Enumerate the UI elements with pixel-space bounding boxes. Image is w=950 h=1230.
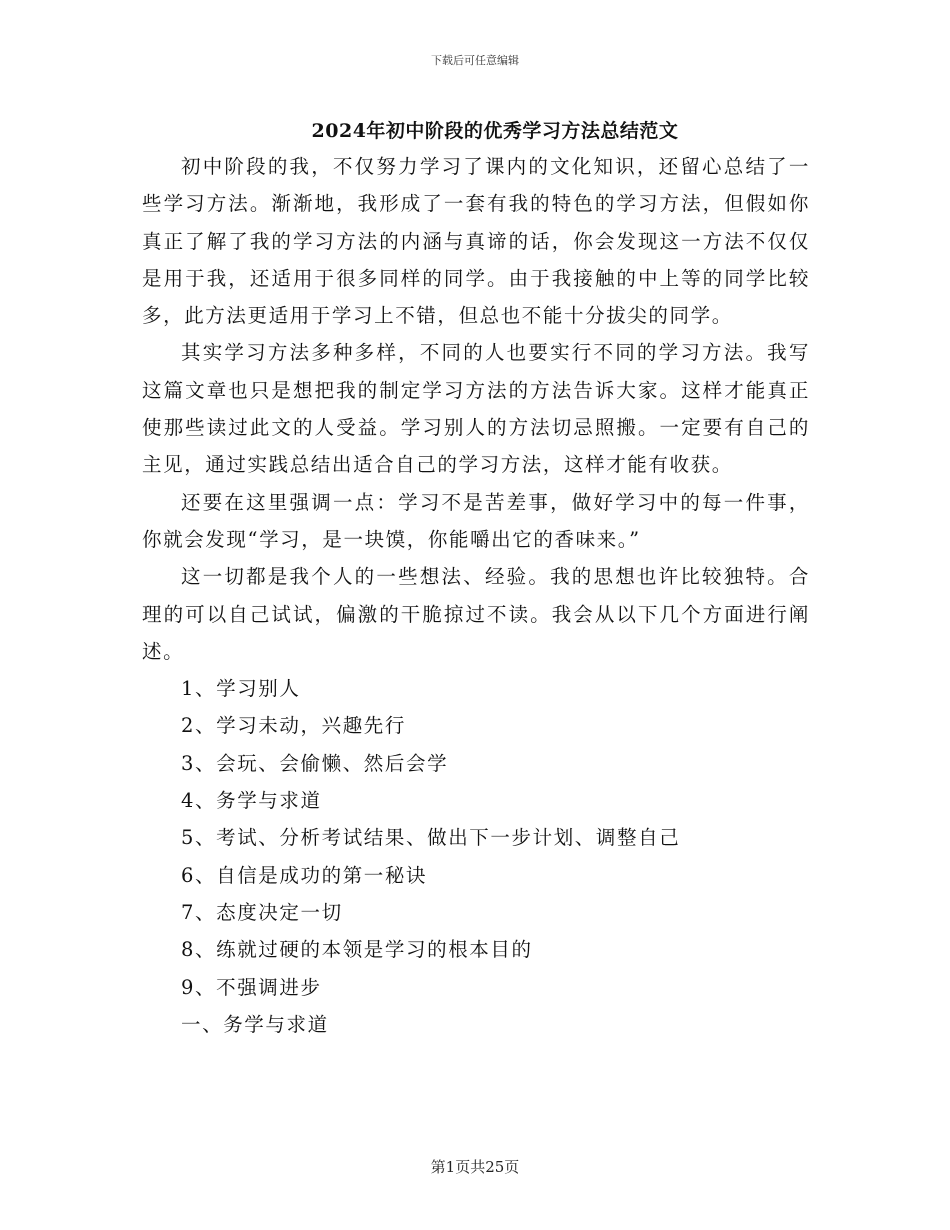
- page-number: 第1页共25页: [430, 1158, 520, 1176]
- list-item: 5、考试、分析考试结果、做出下一步计划、调整自己: [181, 826, 681, 850]
- section-heading: 一、务学与求道: [181, 1012, 329, 1036]
- document-body: [142, 148, 810, 1043]
- list-item: 9、不强调进步: [181, 975, 322, 999]
- list-item: 7、态度决定一切: [181, 900, 343, 924]
- list-item: 8、练就过硬的本领是学习的根本目的: [181, 938, 533, 962]
- list-item: 4、务学与求道: [181, 789, 322, 813]
- list-item: 1、学习别人: [181, 677, 301, 701]
- list-item: 2、学习未动，兴趣先行: [181, 714, 407, 738]
- paragraph: 初中阶段的我，不仅努力学习了课内的文化知识，还留心总结了一些学习方法。渐渐地，我形成了一套有我的特色的学习方法，但假如你真正了解了我的学习方法的内涵与真谛的话，你会发现这一方法不仅仅是用于我，还适用于很多同样的同学。由于我接触的中上等的同学比较多，此方法更适用于学习上不错，但总也不能十分拔尖的同学。: [142, 155, 810, 328]
- header-note: 下载后可任意编辑: [431, 54, 519, 67]
- document-title: 2024年初中阶段的优秀学习方法总结范文: [311, 120, 679, 142]
- list-item: 3、会玩、会偷懒、然后会学: [181, 751, 449, 775]
- list-item: 6、自信是成功的第一秘诀: [181, 863, 428, 887]
- paragraph: 其实学习方法多种多样，不同的人也要实行不同的学习方法。我写这篇文章也只是想把我的制定学习方法的方法告诉大家。这样才能真正使那些读过此文的人受益。学习别人的方法切忌照搬。一定要有自己的主见，通过实践总结出适合自己的学习方法，这样才能有收获。: [142, 341, 810, 477]
- paragraph: 还要在这里强调一点：学习不是苦差事，做好学习中的每一件事，你就会发现“学习，是一块馍，你能嚼出它的香味来。”: [142, 490, 810, 551]
- paragraph: 这一切都是我个人的一些想法、经验。我的思想也许比较独特。合理的可以自己试试，偏激的干脆掠过不读。我会从以下几个方面进行阐述。: [142, 565, 810, 663]
